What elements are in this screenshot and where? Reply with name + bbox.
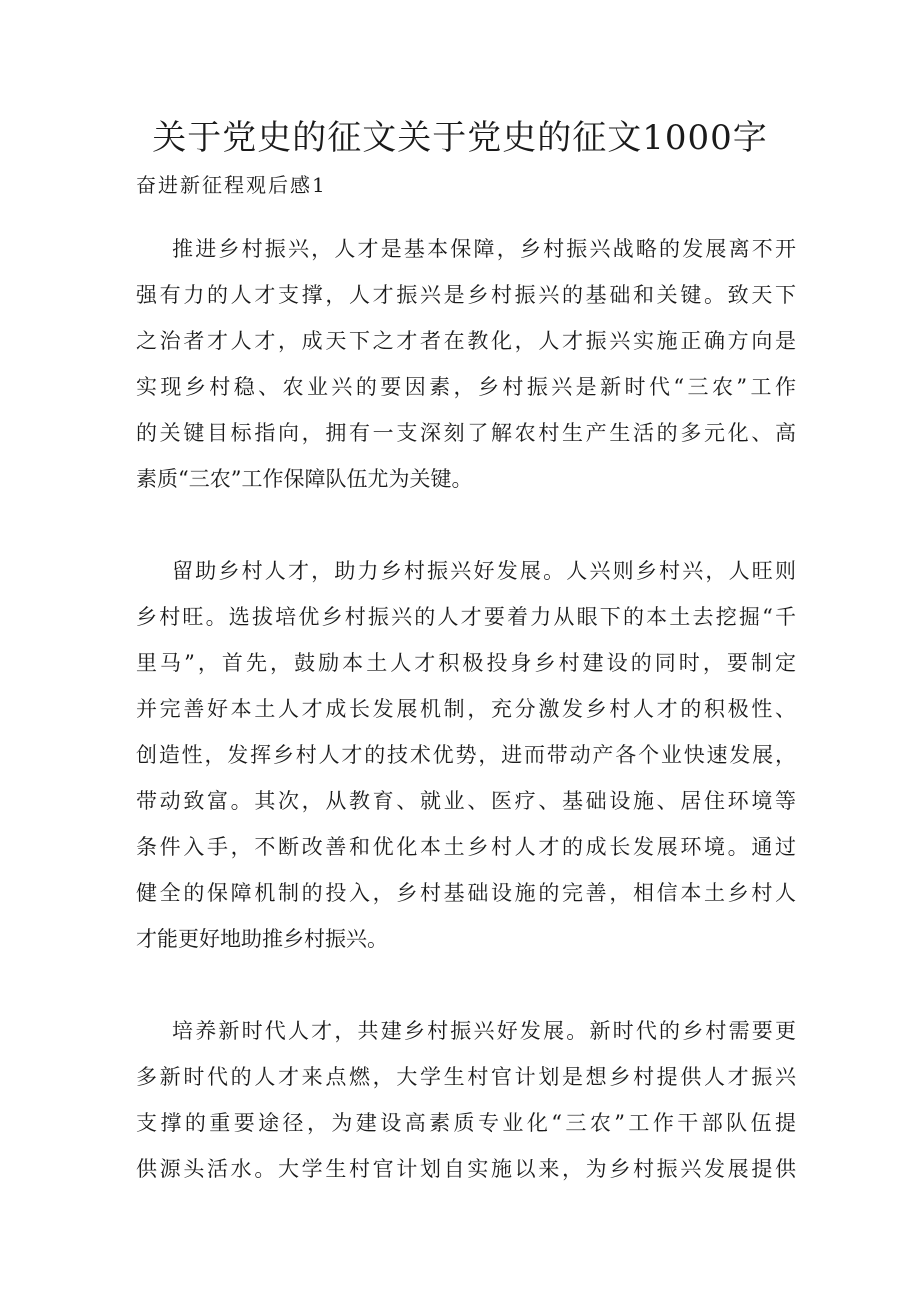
paragraph-line: 之治者才人才，成天下之才者在教化，人才振兴实施正确方向是 — [136, 329, 796, 353]
paragraph-line: 培养新时代人才，共建乡村振兴好发展。新时代的乡村需要更 — [172, 1019, 796, 1043]
paragraph-line: 里马”，首先，鼓励本土人才积极投身乡村建设的同时，要制定 — [136, 651, 796, 675]
paragraph-line: 才能更好地助推乡村振兴。 — [136, 927, 388, 951]
paragraph-line: 并完善好本土人才成长发展机制，充分激发乡村人才的积极性、 — [136, 697, 796, 721]
paragraph-line: 带动致富。其次，从教育、就业、医疗、基础设施、居住环境等 — [136, 789, 796, 813]
document-title: 关于党史的征文关于党史的征文1000字 — [152, 118, 768, 158]
paragraph-line: 多新时代的人才来点燃，大学生村官计划是想乡村提供人才振兴 — [136, 1065, 796, 1089]
paragraph-3 — [136, 1008, 796, 1192]
paragraph-line: 强有力的人才支撑，人才振兴是乡村振兴的基础和关键。致天下 — [136, 283, 796, 307]
paragraph-line: 素质“三农”工作保障队伍尤为关键。 — [136, 467, 473, 491]
paragraph-line: 健全的保障机制的投入，乡村基础设施的完善，相信本土乡村人 — [136, 881, 796, 905]
paragraph-line: 乡村旺。选拔培优乡村振兴的人才要着力从眼下的本土去挖掘“千 — [136, 605, 796, 629]
paragraph-line: 支撑的重要途径，为建设高素质专业化“三农”工作干部队伍提 — [136, 1111, 796, 1135]
document-subtitle: 奋进新征程观后感1 — [136, 173, 327, 197]
paragraph-line: 条件入手，不断改善和优化本土乡村人才的成长发展环境。通过 — [136, 835, 796, 859]
paragraph-line: 创造性，发挥乡村人才的技术优势，进而带动产各个业快速发展， — [136, 743, 796, 767]
paragraph-line: 留助乡村人才，助力乡村振兴好发展。人兴则乡村兴，人旺则 — [172, 559, 796, 583]
paragraph-line: 的关键目标指向，拥有一支深刻了解农村生产生活的多元化、高 — [136, 421, 796, 445]
paragraph-2 — [136, 548, 796, 962]
paragraph-line: 推进乡村振兴，人才是基本保障，乡村振兴战略的发展离不开 — [172, 237, 796, 261]
paragraph-line: 实现乡村稳、农业兴的要因素，乡村振兴是新时代“三农”工作 — [136, 375, 796, 399]
paragraph-line: 供源头活水。大学生村官计划自实施以来，为乡村振兴发展提供 — [136, 1157, 796, 1181]
paragraph-1 — [136, 226, 796, 502]
